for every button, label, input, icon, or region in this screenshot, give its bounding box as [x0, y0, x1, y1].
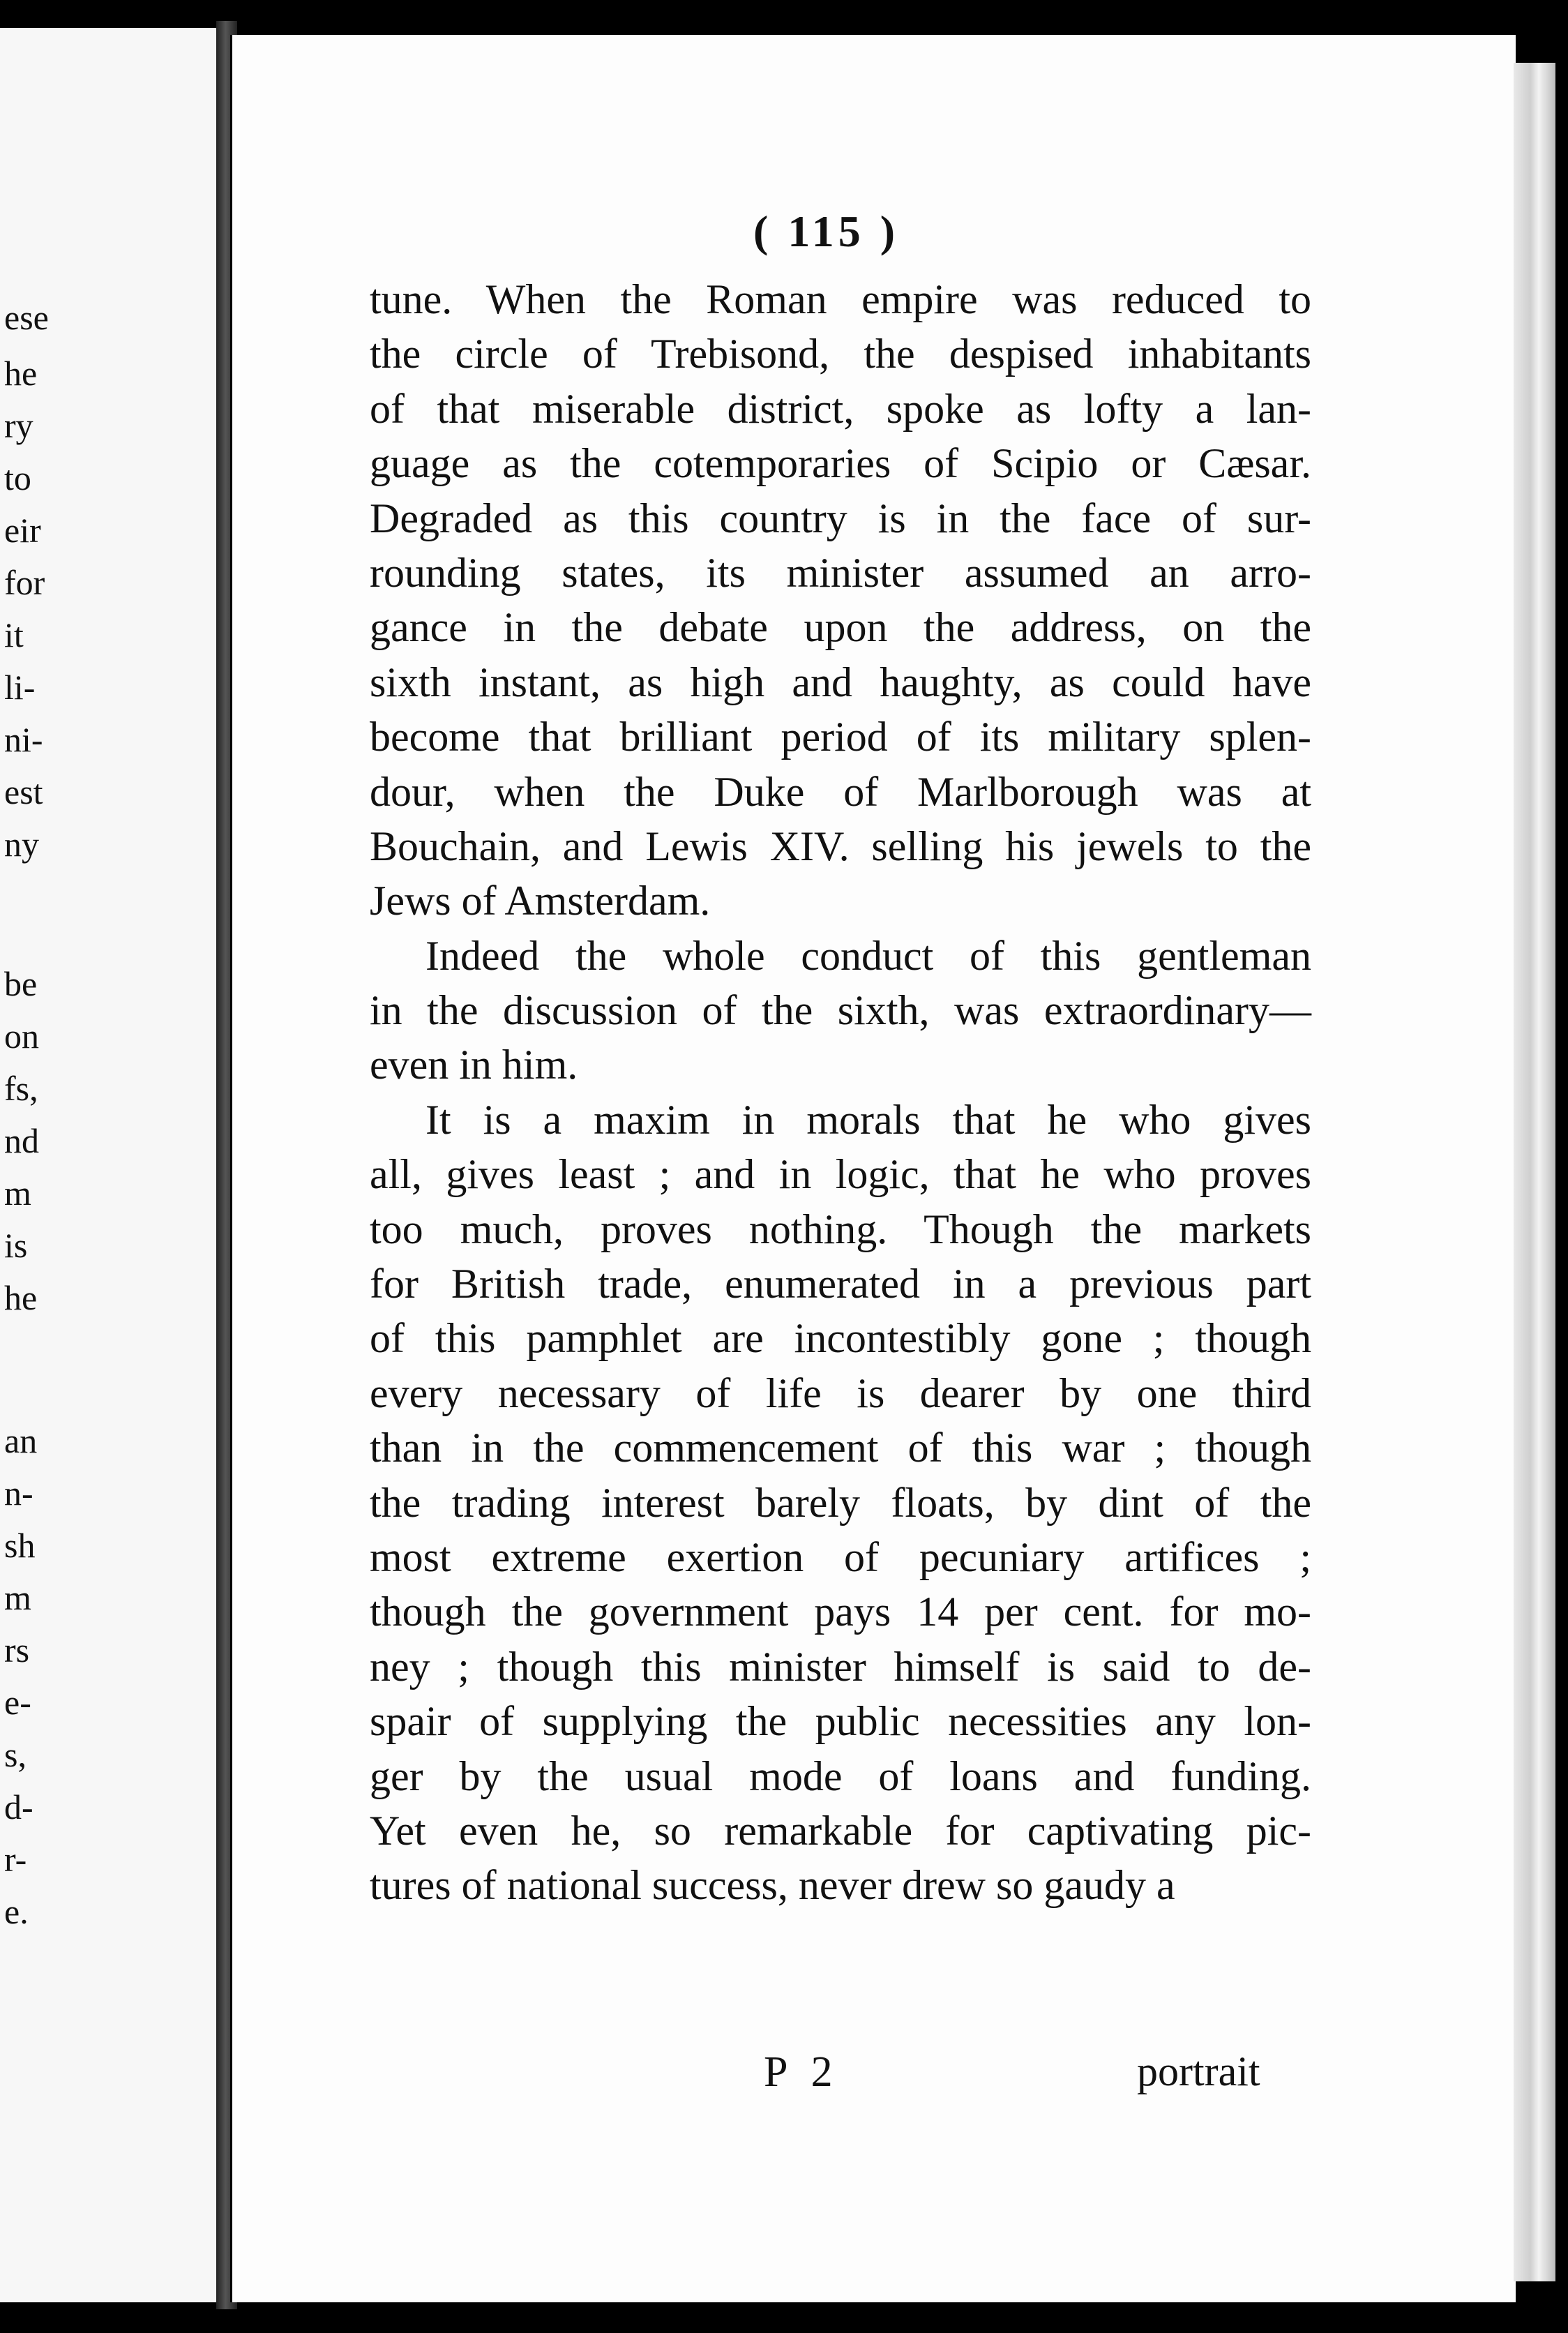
text-line: the trading interest barely floats, by dint of the	[370, 1479, 1311, 1526]
text-line: tune. When the Roman empire was reduced to	[370, 276, 1311, 322]
text-line: Indeed the whole conduct of this gentleman	[425, 932, 1311, 979]
facing-page-line-fragment: ry	[4, 406, 33, 445]
facing-page-line-fragment: he	[4, 1278, 38, 1317]
facing-page-line-fragment: to	[4, 458, 31, 497]
text-line: tures of national success, never drew so gaudy a	[370, 1862, 1175, 1909]
text-line: dour, when the Duke of Marlborough was at	[370, 768, 1311, 815]
facing-page-text	[0, 28, 216, 2302]
text-line: rounding states, its minister assumed an arro-	[370, 549, 1311, 596]
text-line: gance in the debate upon the address, on the	[370, 604, 1311, 651]
facing-page-line-fragment: be	[4, 964, 38, 1003]
text-line: spair of supplying the public necessities any lon-	[370, 1698, 1311, 1745]
text-line: It is a maxim in morals that he who gives	[425, 1096, 1311, 1143]
facing-page-line-fragment: m	[4, 1578, 31, 1617]
text-line: in the discussion of the sixth, was extraordinary—	[370, 987, 1311, 1034]
text-line: Yet even he, so remarkable for captivating pic-	[370, 1807, 1311, 1854]
text-line: guage as the cotemporaries of Scipio or Cæsar.	[370, 440, 1311, 487]
text-line: Degraded as this country is in the face of sur-	[370, 495, 1311, 541]
facing-page-line-fragment: for	[4, 563, 45, 602]
facing-page-line-fragment: on	[4, 1017, 39, 1056]
text-line: Jews of Amsterdam.	[370, 878, 711, 924]
text-line: become that brilliant period of its military splen-	[370, 714, 1311, 760]
facing-page-line-fragment: r-	[4, 1840, 27, 1879]
text-line: even in him.	[370, 1042, 578, 1088]
facing-page-line-fragment: ny	[4, 825, 39, 864]
page-number-header: ( 115 )	[753, 207, 900, 256]
facing-page-line-fragment: ni-	[4, 720, 43, 759]
text-line: too much, proves nothing. Though the markets	[370, 1206, 1311, 1252]
text-line: ney ; though this minister himself is said to de-	[370, 1643, 1311, 1690]
text-line: ger by the usual mode of loans and funding.	[370, 1753, 1311, 1799]
facing-page-fragment	[0, 28, 220, 2302]
text-line: though the government pays 14 per cent. for mo-	[370, 1589, 1311, 1635]
facing-page-line-fragment: an	[4, 1421, 38, 1460]
facing-page-line-fragment: eir	[4, 511, 41, 550]
text-line: for British trade, enumerated in a previous part	[370, 1261, 1311, 1307]
text-line: sixth instant, as high and haughty, as could have	[370, 659, 1311, 705]
facing-page-line-fragment: e-	[4, 1683, 31, 1722]
facing-page-line-fragment: n-	[4, 1473, 33, 1513]
facing-page-line-fragment: rs	[4, 1630, 30, 1670]
facing-page-line-fragment: s,	[4, 1735, 27, 1774]
signature-mark: P 2	[764, 2048, 840, 2096]
facing-page-line-fragment: d-	[4, 1787, 33, 1826]
body-text	[370, 272, 1311, 1913]
facing-page-line-fragment: is	[4, 1226, 28, 1265]
catchword: portrait	[1137, 2048, 1260, 2094]
facing-page-line-fragment: sh	[4, 1526, 36, 1565]
facing-page-line-fragment: e.	[4, 1892, 29, 1931]
text-line: the circle of Trebisond, the despised inhabitants	[370, 331, 1311, 377]
text-line: of this pamphlet are incontestibly gone ; though	[370, 1315, 1311, 1362]
facing-page-line-fragment: nd	[4, 1121, 39, 1160]
text-line: most extreme exertion of pecuniary artifices ;	[370, 1533, 1311, 1580]
facing-page-line-fragment: he	[4, 354, 38, 393]
text-line: than in the commencement of this war ; though	[370, 1425, 1311, 1471]
facing-page-line-fragment: m	[4, 1173, 31, 1213]
facing-page-line-fragment: it	[4, 615, 24, 654]
page-edge	[1514, 63, 1555, 2281]
text-line: of that miserable district, spoke as lofty a lan-	[370, 385, 1311, 432]
text-line: all, gives least ; and in logic, that he who proves	[370, 1151, 1311, 1198]
facing-page-line-fragment: li-	[4, 668, 36, 707]
facing-page-line-fragment: est	[4, 772, 43, 811]
facing-page-line-fragment: ese	[4, 298, 49, 337]
facing-page-line-fragment: fs,	[4, 1069, 38, 1108]
text-line: Bouchain, and Lewis XIV. selling his jewels to the	[370, 823, 1311, 869]
text-line: every necessary of life is dearer by one third	[370, 1370, 1311, 1416]
